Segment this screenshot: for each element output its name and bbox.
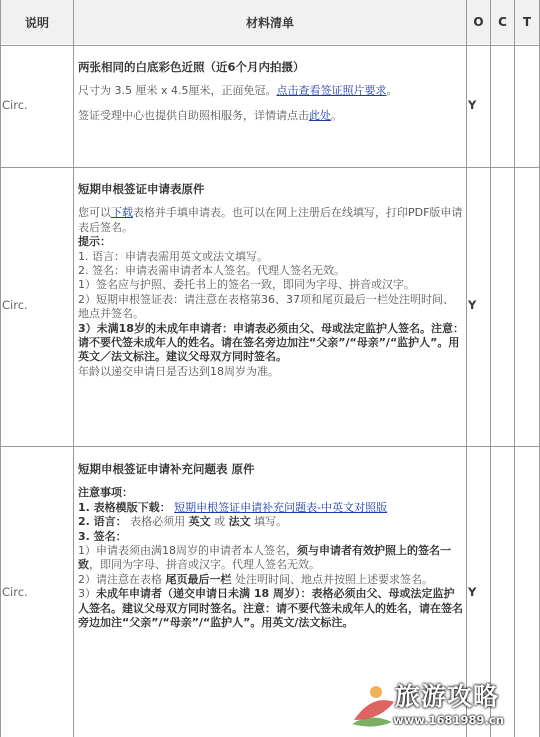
header-o: O [467, 0, 490, 44]
row-desc: Circ. [2, 585, 28, 599]
download-link[interactable]: 下载 [111, 206, 133, 220]
tip-item: 2. 签名：申请表需申请者本人签名。代理人签名无效。 [78, 264, 345, 278]
grid-line [490, 0, 491, 737]
grid-line [514, 0, 515, 737]
row-content [78, 462, 464, 630]
row-mark-o: Y [468, 98, 477, 112]
row-mark-o: Y [468, 298, 477, 312]
grid-line [0, 0, 1, 737]
tips-heading: 提示： [78, 235, 111, 249]
signature-item: 2）请注意在表格 尾页最后一栏 处注明时间、地点并按照上述要求签名。 [78, 572, 433, 586]
watermark-brand: 旅游攻略 [395, 682, 500, 711]
row-content [78, 182, 464, 379]
form-intro-text: 您可以下载表格并手填申请表。也可以在网上注册后在线填写，打印PDF版申请表后签名。 [78, 206, 463, 234]
template-download-text: 1. 表格模版下载： 短期申根签证申请补充问题表-中英文对照版 [78, 500, 388, 514]
notice-heading: 注意事项： [78, 486, 133, 500]
row-title: 两张相同的白底彩色近照（近6个月内拍摄） [78, 60, 305, 74]
tip-item-minor: 3）未满18岁的未成年申请者：申请表必须由父、母或法定监护人签名。注意：请不要代签未成年人的姓名。请在签名旁边加注“父亲”/“母亲”/“监护人”。用英文／法文标注。建议父母双方同时签名。 [78, 321, 464, 364]
header-t: T [515, 0, 539, 44]
row-desc: Circ. [2, 98, 28, 112]
tip-item: 1）签名应与护照、委托书上的签名一致，即同为字母、拼音或汉字。 [78, 278, 415, 292]
row-desc: Circ. [2, 298, 28, 312]
signature-item: 1）申请表须由满18周岁的申请者本人签名，须与申请者有效护照上的签名一致，即同为字母、拼音或汉字。代理人签名无效。 [78, 544, 451, 572]
signature-heading: 3. 签名： [78, 529, 127, 543]
row-title: 短期申根签证申请表原件 [78, 182, 205, 196]
grid-line [0, 446, 540, 447]
photo-size-text: 尺寸为 3.5 厘米 x 4.5厘米，正面免冠。点击查看签证照片要求。 [78, 84, 398, 98]
photo-service-text: 签证受理中心也提供自助照相服务，详情请点击此处。 [78, 108, 342, 122]
grid-line [73, 0, 74, 737]
tip-item: 1. 语言：申请表需用英文或法文填写。 [78, 249, 268, 263]
photo-requirements-link[interactable]: 点击查看签证照片要求 [276, 84, 387, 98]
grid-line [0, 45, 540, 46]
header-materials: 材料清单 [74, 0, 466, 44]
photo-service-link[interactable]: 此处 [309, 108, 331, 122]
row-title: 短期申根签证申请补充问题表 原件 [78, 462, 255, 476]
signature-item-minor: 3）未成年申请者（递交申请日未满 18 周岁）：表格必须由父、母或法定监护人签名。建议父母双方同时签名。注意：请不要代签未成年人的姓名，请在签名旁边加注“父亲”/“母亲”/“监护人”。用英文/法文标注。 [78, 587, 463, 630]
row-mark-o: Y [468, 585, 477, 599]
tip-item: 年龄以递交申请日是否达到18周岁为准。 [78, 364, 279, 378]
row-content [78, 60, 464, 123]
header-desc: 说明 [1, 0, 73, 44]
questionnaire-download-link[interactable]: 短期申根签证申请补充问题表-中英文对照版 [174, 500, 388, 514]
grid-line [466, 0, 467, 737]
header-c: C [491, 0, 514, 44]
language-text: 2. 语言： 表格必须用 英文 或 法文 填写。 [78, 515, 288, 529]
watermark-url: www.1681989.cn [393, 713, 504, 727]
tip-item: 2）短期申根签证表：请注意在表格第36、37项和尾页最后一栏处注明时间、地点并签名。 [78, 292, 454, 321]
grid-line [0, 167, 540, 168]
